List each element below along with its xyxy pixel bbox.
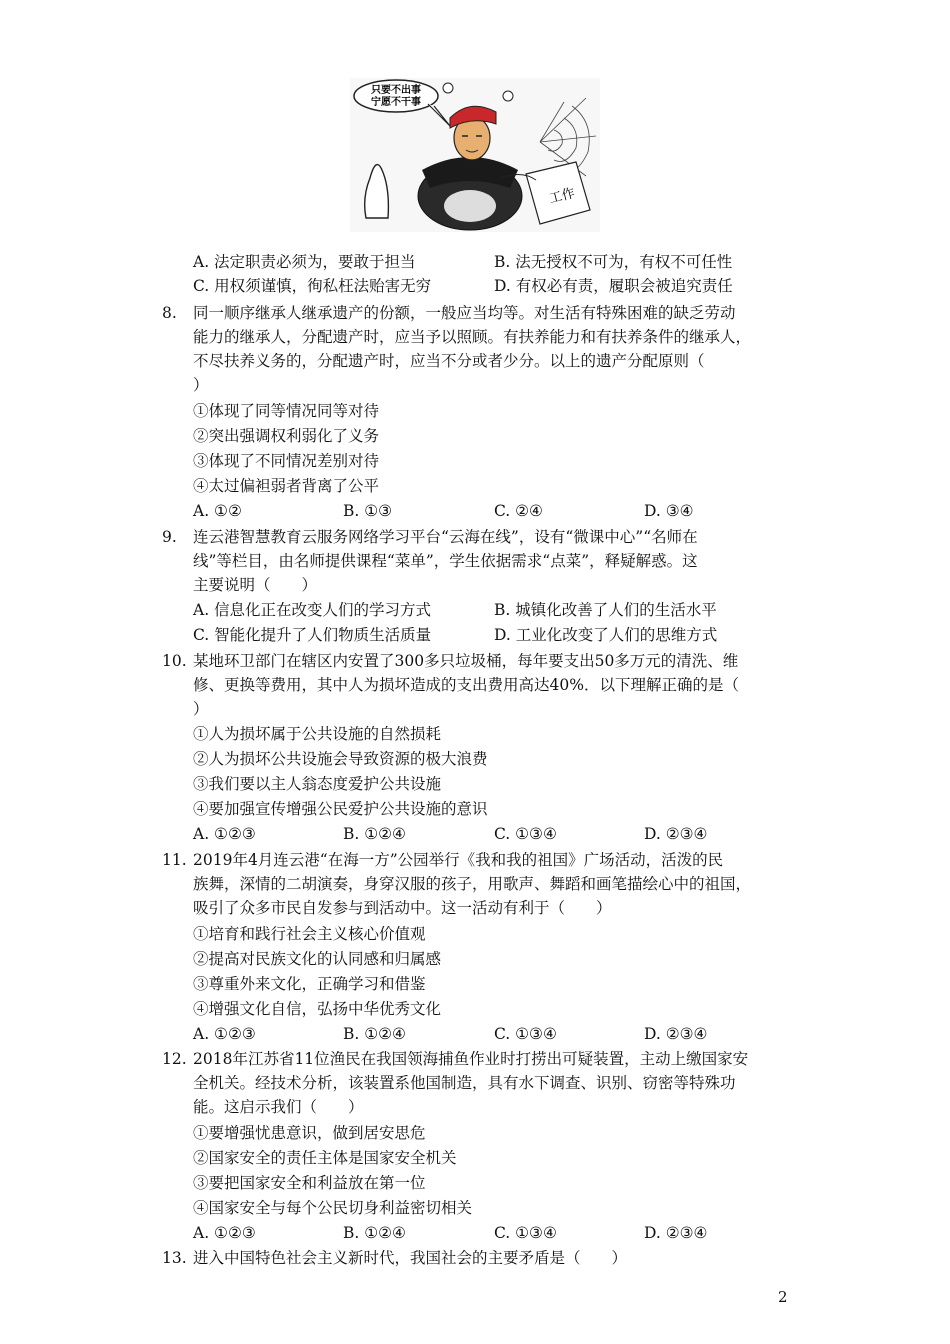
bubble-text-2: 宁愿不干事 [371,97,421,108]
q11-item-4: ④增强文化自信，弘扬中华优秀文化 [193,1000,442,1018]
bubble-text-1: 只要不出事 [371,85,421,96]
q11-number: 11. [162,851,187,869]
q11-item-3: ③尊重外来文化，正确学习和借鉴 [193,975,426,993]
q7-option-d: D. 有权必有责，履职会被追究责任 [494,277,733,295]
q8-option-d: D. ③④ [644,502,694,520]
q8-item-2: ②突出强调权利弱化了义务 [193,427,380,445]
q12-item-1: ①要增强忧患意识，做到居安思危 [193,1124,426,1142]
q7-option-c: C. 用权须谨慎，徇私枉法贻害无穷 [193,277,432,295]
q7-option-a: A. 法定职责必须为，要敢于担当 [193,253,416,271]
q8-stem-1: 同一顺序继承人继承遗产的份额，一般应当均等。对生活有特殊困难的缺乏劳动 [193,304,736,322]
q8-option-c: C. ②④ [494,502,543,520]
q11-stem-2: 族舞，深情的二胡演奏，身穿汉服的孩子，用歌声、舞蹈和画笔描绘心中的祖国， [193,875,752,893]
q10-number: 10. [162,652,187,670]
q11-item-2: ②提高对民族文化的认同感和归属感 [193,950,442,968]
q12-stem-3: 能。这启示我们（ ） [193,1098,364,1116]
cartoon-illustration [350,78,600,232]
q11-option-d: D. ②③④ [644,1025,708,1043]
q11-option-b: B. ①②④ [343,1025,406,1043]
q9-option-c: C. 智能化提升了人们物质生活质量 [193,626,432,644]
q8-number: 8. [162,304,177,322]
q8-option-b: B. ①③ [343,502,393,520]
q11-option-a: A. ①②③ [193,1025,256,1043]
q8-item-4: ④太过偏袒弱者背离了公平 [193,477,380,495]
q9-option-a: A. 信息化正在改变人们的学习方式 [193,601,432,619]
q10-stem-3: ） [193,700,209,718]
q12-option-c: C. ①③④ [494,1224,557,1242]
q9-stem-1: 连云港智慧教育云服务网络学习平台“云海在线”，设有“微课中心”“名师在 [193,528,698,546]
q8-stem-4: ） [193,376,209,394]
q11-option-c: C. ①③④ [494,1025,557,1043]
q13-number: 13. [162,1249,187,1267]
q8-stem-3: 不尽扶养义务的，分配遗产时，应当不分或者少分。以上的遗产分配原则（ [193,352,705,370]
q10-item-4: ④要加强宣传增强公民爱护公共设施的意识 [193,800,488,818]
paper-text: 工作 [547,186,577,207]
q8-stem-2: 能力的继承人，分配遗产时，应当予以照顾。有扶养能力和有扶养条件的继承人， [193,328,752,346]
q10-stem-1: 某地环卫部门在辖区内安置了300多只垃圾桶，每年要支出50多万元的清洗、维 [193,652,739,670]
q11-stem-1: 2019年4月连云港“在海一方”公园举行《我和我的祖国》广场活动，活泼的民 [193,851,724,869]
q12-stem-1: 2018年江苏省11位渔民在我国领海捕鱼作业时打捞出可疑装置，主动上缴国家安 [193,1050,749,1068]
q9-number: 9. [162,528,177,546]
q10-option-b: B. ①②④ [343,825,406,843]
q10-item-3: ③我们要以主人翁态度爱护公共设施 [193,775,442,793]
q13-stem-1: 进入中国特色社会主义新时代，我国社会的主要矛盾是（ ） [193,1249,628,1267]
q11-item-1: ①培育和践行社会主义核心价值观 [193,925,426,943]
q11-stem-3: 吸引了众多市民自发参与到活动中。这一活动有利于（ ） [193,899,612,917]
q9-stem-3: 主要说明（ ） [193,576,318,594]
q9-stem-2: 线”等栏目，由名师提供课程“菜单”，学生依据需求“点菜”，释疑解惑。这 [193,552,698,570]
q12-option-d: D. ②③④ [644,1224,708,1242]
q10-option-c: C. ①③④ [494,825,557,843]
q8-item-1: ①体现了同等情况同等对待 [193,402,380,420]
q9-option-b: B. 城镇化改善了人们的生活水平 [494,601,717,619]
q12-stem-2: 全机关。经技术分析，该装置系他国制造，具有水下调查、识别、窃密等特殊功 [193,1074,736,1092]
q10-stem-2: 修、更换等费用，其中人为损坏造成的支出费用高达40%．以下理解正确的是（ [193,676,739,694]
q10-item-2: ②人为损坏公共设施会导致资源的极大浪费 [193,750,488,768]
q10-item-1: ①人为损坏属于公共设施的自然损耗 [193,725,442,743]
q12-option-b: B. ①②④ [343,1224,406,1242]
q12-item-4: ④国家安全与每个公民切身利益密切相关 [193,1199,473,1217]
q12-option-a: A. ①②③ [193,1224,256,1242]
page-number: 2 [778,1288,788,1306]
q10-option-d: D. ②③④ [644,825,708,843]
q8-option-a: A. ①② [193,502,242,520]
q12-item-3: ③要把国家安全和利益放在第一位 [193,1174,426,1192]
q7-option-b: B. 法无授权不可为，有权不可任性 [494,253,733,271]
q9-option-d: D. 工业化改变了人们的思维方式 [494,626,718,644]
q12-item-2: ②国家安全的责任主体是国家安全机关 [193,1149,457,1167]
q8-item-3: ③体现了不同情况差别对待 [193,452,380,470]
q10-option-a: A. ①②③ [193,825,256,843]
q12-number: 12. [162,1050,187,1068]
